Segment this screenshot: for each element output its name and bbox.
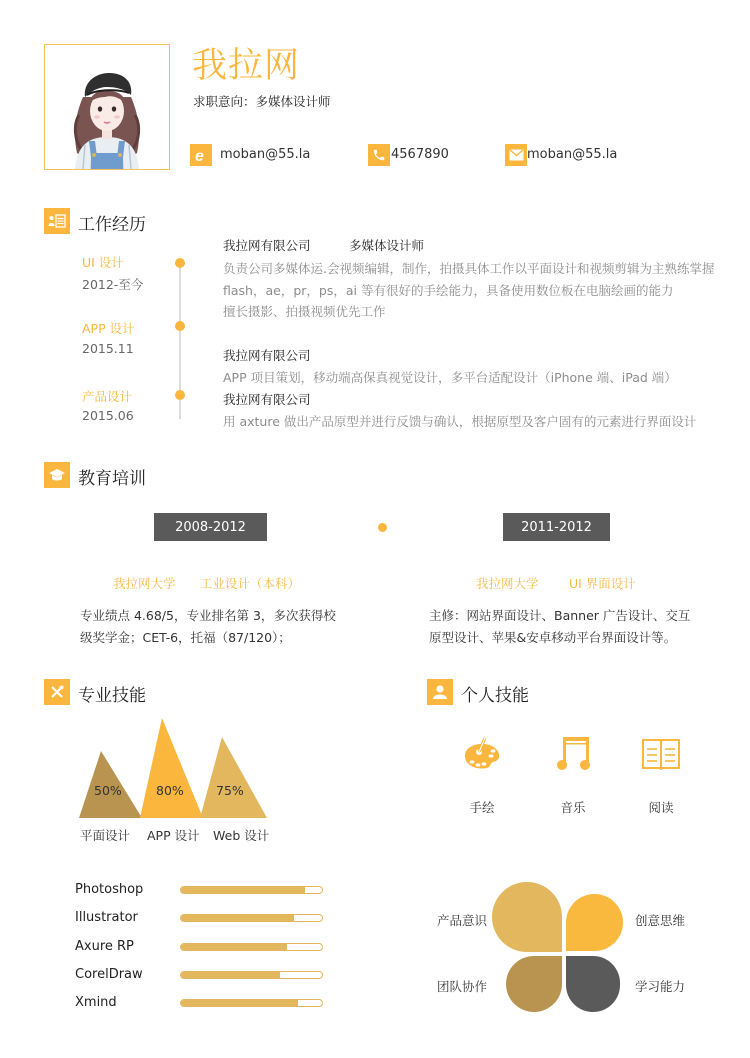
skill-triangle-chart [0, 0, 300, 830]
section-title-pro-skills: 专业技能 [78, 686, 146, 706]
triangle-label: APP 设计 [147, 828, 200, 843]
petal-learning-ability [566, 956, 620, 1012]
hobby-label: 音乐 [560, 800, 586, 815]
software-bar [180, 999, 323, 1007]
book-icon [642, 738, 680, 770]
work-company: 我拉网有限公司 [223, 348, 311, 363]
petal-product-awareness [492, 882, 562, 952]
section-title-education: 教育培训 [78, 469, 146, 489]
petal-teamwork [506, 956, 562, 1012]
triangle-web-design [200, 737, 267, 818]
software-bar [180, 886, 323, 894]
quality-label: 学习能力 [635, 979, 686, 994]
timeline-dot [378, 523, 387, 532]
music-note-icon [555, 735, 591, 771]
work-desc-line: 负责公司多媒体运.会视频编辑，制作，拍摄具体工作以平面设计和视频剪辑为主熟练掌握 [223, 261, 715, 276]
quality-label: 创意思维 [635, 913, 686, 928]
edu-major: 工业设计（本科） [200, 576, 301, 591]
edu-school: 我拉网大学 [476, 576, 539, 591]
software-bar [180, 914, 323, 922]
section-title-personal-skills: 个人技能 [461, 686, 529, 706]
software-label: CorelDraw [75, 967, 143, 982]
work-desc-line: flash，ae，pr，ps，ai 等有很好的手绘能力，具备使用数位板在电脑绘画的能力 [223, 283, 674, 298]
software-label: Illustrator [75, 910, 138, 925]
triangle-label: Web 设计 [213, 828, 270, 843]
triangle-label: 平面设计 [80, 828, 131, 843]
triangle-app-design [140, 718, 203, 818]
work-company: 我拉网有限公司 [223, 238, 311, 253]
hobby-label: 手绘 [469, 800, 495, 815]
edu-school: 我拉网大学 [113, 576, 176, 591]
timeline-period: 2015.06 [82, 408, 134, 423]
user-icon [427, 679, 453, 705]
triangle-value: 50% [94, 783, 122, 798]
edu-desc-line: 原型设计、苹果&安卓移动平台界面设计等。 [429, 630, 677, 645]
software-bar [180, 971, 323, 979]
job-intent: 求职意向：多媒体设计师 [193, 94, 331, 109]
work-desc-line: 用 axture 做出产品原型并进行反馈与确认，根据原型及客户固有的元素进行界面设计 [223, 414, 697, 429]
edu-desc-line: 级奖学金；CET-6，托福（87/120）； [80, 630, 291, 645]
phone-icon [368, 144, 390, 166]
quality-label: 产品意识 [437, 913, 488, 928]
software-bar [180, 943, 323, 951]
palette-icon [463, 736, 501, 772]
triangle-value: 80% [156, 783, 184, 798]
quality-label: 团队协作 [437, 979, 488, 994]
edu-period-badge: 2008-2012 [154, 513, 267, 541]
triangle-value: 75% [216, 783, 244, 798]
timeline-period: 2015.11 [82, 341, 134, 356]
contact-email[interactable]: moban@55.la [527, 147, 618, 162]
petal-creative-thinking [566, 894, 623, 951]
edu-period-badge: 2011-2012 [503, 513, 610, 541]
candidate-name: 我拉网 [192, 46, 301, 86]
software-label: Axure RP [75, 939, 134, 954]
work-position: 多媒体设计师 [349, 238, 425, 253]
edu-desc-line: 专业绩点 4.68/5，专业排名第 3，多次获得校 [80, 608, 336, 623]
edu-major: UI 界面设计 [569, 576, 636, 591]
work-desc-line: APP 项目策划，移动端高保真视觉设计，多平台适配设计（iPhone 端、iPad 端） [223, 370, 677, 385]
software-label: Photoshop [75, 882, 144, 897]
mail-icon [505, 144, 527, 166]
contact-website[interactable]: moban@55.la [220, 147, 311, 162]
timeline-period: 2012-至今 [82, 277, 144, 292]
software-label: Xmind [75, 995, 117, 1010]
work-desc-line: 擅长摄影、拍摄视频优先工作 [223, 304, 386, 319]
timeline-role: 产品设计 [82, 389, 133, 404]
timeline-role: APP 设计 [82, 321, 135, 336]
section-title-work: 工作经历 [78, 215, 146, 235]
contact-phone[interactable]: 4567890 [391, 147, 449, 162]
timeline-role: UI 设计 [82, 255, 124, 270]
edu-desc-line: 主修：网站界面设计、Banner 广告设计、交互 [429, 608, 691, 623]
svg-text:e: e [195, 148, 204, 163]
hobby-label: 阅读 [648, 800, 674, 815]
work-company: 我拉网有限公司 [223, 392, 311, 407]
